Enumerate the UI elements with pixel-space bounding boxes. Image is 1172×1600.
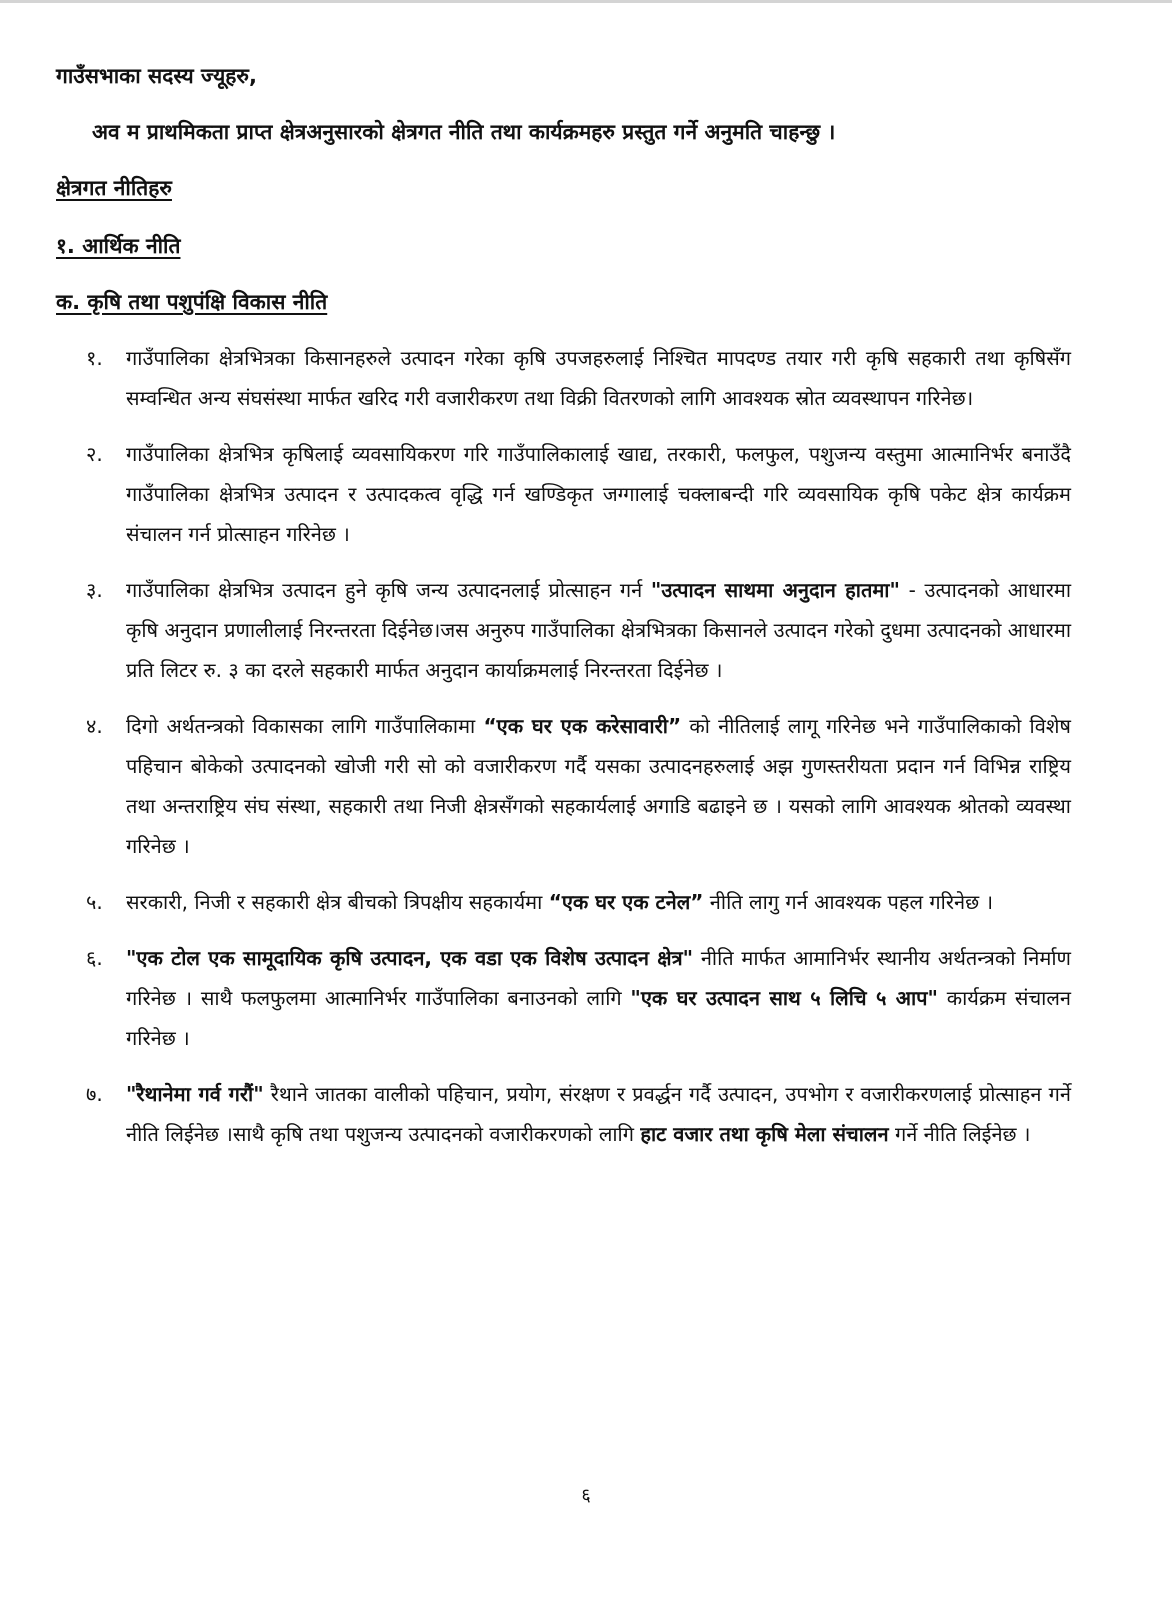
page-number: ६ bbox=[581, 1485, 591, 1506]
policy-item-text bbox=[126, 434, 1071, 554]
policy-item-number: ६. bbox=[86, 946, 103, 970]
policy-item-text bbox=[126, 938, 1071, 1058]
policy-item-emphasis: “एक घर एक करेसावारी” bbox=[483, 714, 682, 738]
subsection-heading: १. आर्थिक नीति bbox=[56, 234, 181, 258]
policy-item-text bbox=[126, 1074, 1071, 1154]
policy-item-text bbox=[126, 570, 1071, 690]
policy-item bbox=[86, 434, 1071, 554]
policy-item bbox=[86, 882, 1071, 922]
policy-item-text-run: नीति मार्फत आमानिर्भर स्थानीय अर्थतन्त्रको निर्माण गरिनेछ । साथै फलफुलमा आत्मानिर्भर गाउँपालिका बनाउनको लागि bbox=[126, 946, 1071, 1010]
section-heading: क्षेत्रगत नीतिहरु bbox=[56, 176, 172, 200]
policy-item-text bbox=[126, 882, 1071, 922]
policy-list bbox=[86, 338, 1071, 1170]
policy-item-emphasis: हाट वजार तथा कृषि मेला संचालन bbox=[640, 1122, 889, 1146]
policy-item bbox=[86, 1074, 1071, 1154]
policy-item-text-run: गाउँपालिका क्षेत्रभित्र कृषिलाई व्यवसायिकरण गरि गाउँपालिकालाई खाद्य, तरकारी, फलफुल, पशुजन्य वस्तुमा आत्मानिर्भर बनाउँदै गाउँपालिका क्षेत्रभित्र उत्पादन र उत्पादकत्व वृद्धि गर्न खण्डिकृत जग्गालाई चक्लाबन्दी गरि व्यवसायिक कृषि पकेट क्षेत्र कार्यक्रम संचालन गर्न प्रोत्साहन गरिनेछ । bbox=[126, 442, 1071, 546]
policy-item-number: ४. bbox=[86, 714, 103, 738]
policy-item-text-run: नीति लागु गर्न आवश्यक पहल गरिनेछ । bbox=[703, 890, 994, 914]
policy-item-text-run: दिगो अर्थतन्त्रको विकासका लागि गाउँपालिकामा bbox=[126, 714, 484, 738]
policy-item-text-run: गर्ने नीति लिईनेछ । bbox=[888, 1122, 1031, 1146]
intro-paragraph: अव म प्राथमिकता प्राप्त क्षेत्रअनुसारको क्षेत्रगत नीति तथा कार्यक्रमहरु प्रस्तुत गर्ने अनुमति चाहन्छु । bbox=[92, 120, 836, 144]
policy-item-number: १. bbox=[86, 346, 103, 370]
policy-item-text-run: को नीतिलाई लागू गरिनेछ भने गाउँपालिकाको विशेष पहिचान बोकेको उत्पादनको खोजी गरी सो को वजारीकरण गर्दै यसका उत्पादनहरुलाई अझ गुणस्तरीयता प्रदान गर्न विभिन्न राष्ट्रिय तथा अन्तराष्ट्रिय संघ संस्था, सहकारी तथा निजी क्षेत्रसँगको सहकार्यलाई अगाडि बढाइने छ । यसको लागि आवश्यक श्रोतको व्यवस्था गरिनेछ । bbox=[126, 714, 1071, 858]
policy-item-emphasis: "रैथानेमा गर्व गरौं" bbox=[126, 1082, 264, 1106]
policy-item-emphasis: “एक घर एक टनेल” bbox=[548, 890, 704, 914]
policy-item bbox=[86, 938, 1071, 1058]
policy-item bbox=[86, 570, 1071, 690]
policy-item-text bbox=[126, 706, 1071, 866]
policy-item-number: २. bbox=[86, 442, 103, 466]
policy-item-number: ३. bbox=[86, 578, 103, 602]
policy-item-text-run: कार्यक्रम संचालन गरिनेछ । bbox=[126, 986, 1071, 1050]
policy-item-emphasis: "उत्पादन साथमा अनुदान हातमा" bbox=[650, 578, 900, 602]
policy-item bbox=[86, 706, 1071, 866]
policy-item-text-run: रैथाने जातका वालीको पहिचान, प्रयोग, संरक्षण र प्रवर्द्धन गर्दै उत्पादन, उपभोग र वजारीकरणलाई प्रोत्साहन गर्ने नीति लिईनेछ ।साथै कृषि तथा पशुजन्य उत्पादनको वजारीकरणको लागि bbox=[126, 1082, 1071, 1146]
policy-item-text-run: सरकारी, निजी र सहकारी क्षेत्र बीचको त्रिपक्षीय सहकार्यमा bbox=[126, 890, 549, 914]
policy-item-emphasis: "एक घर उत्पादन साथ ५ लिचि ५ आप" bbox=[630, 986, 938, 1010]
policy-item bbox=[86, 338, 1071, 418]
policy-item-text-run: गाउँपालिका क्षेत्रभित्रका किसानहरुले उत्पादन गरेका कृषि उपजहरुलाई निश्चित मापदण्ड तयार गरी कृषि सहकारी तथा कृषिसँग सम्वन्धित अन्य संघसंस्था मार्फत खरिद गरी वजारीकरण तथा विक्री वितरणको लागि आवश्यक स्रोत व्यवस्थापन गरिनेछ। bbox=[126, 346, 1071, 410]
policy-item-emphasis: "एक टोल एक सामूदायिक कृषि उत्पादन, एक वडा एक विशेष उत्पादन क्षेत्र" bbox=[126, 946, 694, 970]
policy-item-text-run: - उत्पादनको आधारमा कृषि अनुदान प्रणालीलाई निरन्तरता दिईनेछ।जस अनुरुप गाउँपालिका क्षेत्रभित्रका किसानले उत्पादन गरेको दुधमा उत्पादनको आधारमा प्रति लिटर रु. ३ का दरले सहकारी मार्फत अनुदान कार्याक्रमलाई निरन्तरता दिईनेछ । bbox=[126, 578, 1072, 682]
policy-item-number: ५. bbox=[86, 890, 103, 914]
policy-item-number: ७. bbox=[86, 1082, 103, 1106]
policy-item-text bbox=[126, 338, 1071, 418]
salutation: गाउँसभाका सदस्य ज्यूहरु, bbox=[56, 64, 257, 88]
subsubsection-heading: क. कृषि तथा पशुपंक्षि विकास नीति bbox=[56, 290, 328, 314]
policy-item-text-run: गाउँपालिका क्षेत्रभित्र उत्पादन हुने कृषि जन्य उत्पादनलाई प्रोत्साहन गर्न bbox=[126, 578, 651, 602]
